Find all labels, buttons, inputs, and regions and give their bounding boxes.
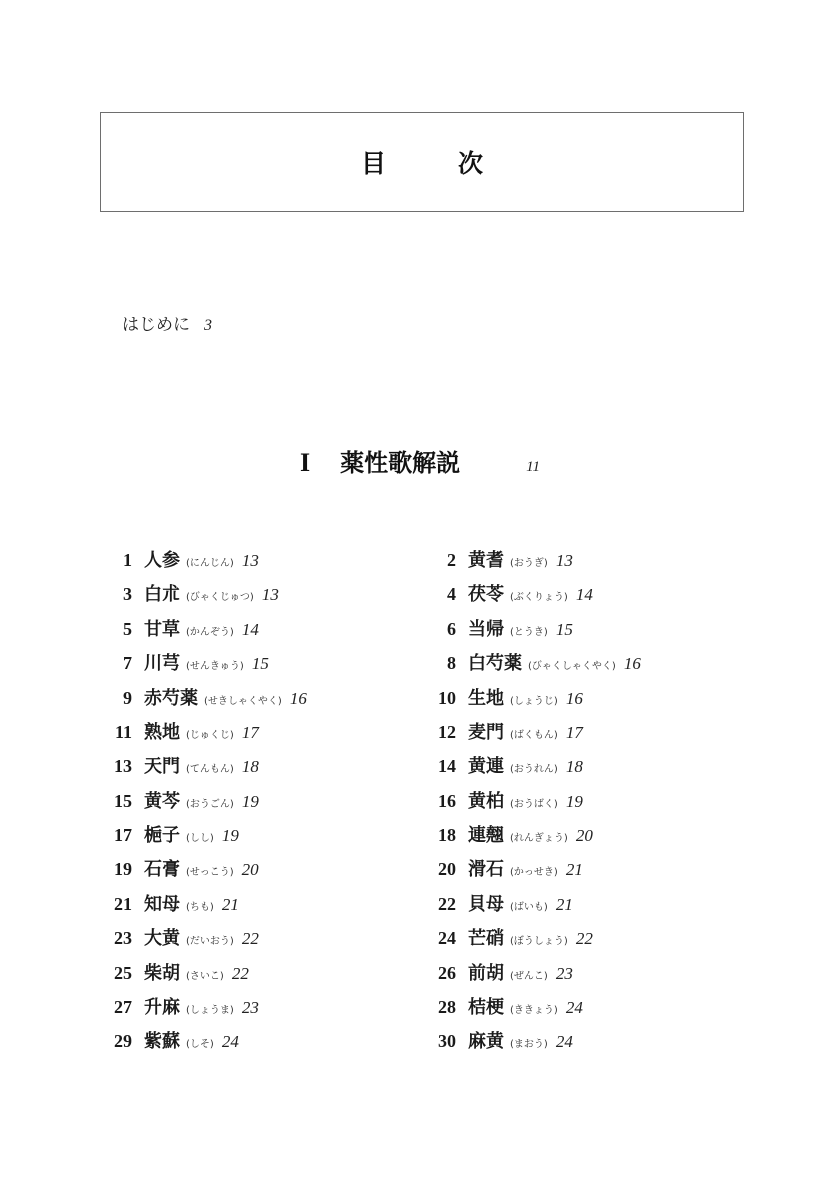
section-page-number: 11: [526, 459, 541, 475]
entry-name: 甘草: [144, 619, 180, 640]
section-title: 薬性歌解説: [340, 448, 461, 477]
entry-number: 15: [114, 791, 132, 811]
entry-reading: (ぼうしょう): [510, 936, 568, 947]
toc-entry[interactable]: [102, 615, 259, 645]
entry-name: 熟地: [144, 722, 180, 743]
entry-number: 27: [114, 997, 132, 1017]
entry-page: 17: [565, 723, 583, 742]
entry-name: 紫蘇: [144, 1031, 180, 1052]
entry-page: 18: [565, 757, 583, 776]
entry-page: 20: [241, 860, 259, 879]
entry-number: 16: [438, 791, 456, 811]
entry-name: 川芎: [144, 653, 180, 674]
entry-number: 4: [447, 584, 456, 604]
entry-number: 30: [438, 1031, 456, 1051]
toc-entry[interactable]: [426, 615, 573, 645]
entry-name: 梔子: [144, 825, 180, 846]
entry-page: 19: [565, 792, 583, 811]
entry-page: 16: [565, 689, 583, 708]
entry-reading: (しそ): [186, 1039, 214, 1050]
entry-number: 21: [114, 894, 132, 914]
entry-number: 29: [114, 1031, 132, 1051]
entry-reading: (ぶくりょう): [510, 592, 568, 603]
entry-name: 升麻: [144, 997, 180, 1018]
entry-reading: (ききょう): [510, 1005, 558, 1016]
toc-entry[interactable]: [426, 959, 573, 989]
toc-entry[interactable]: [102, 993, 259, 1023]
toc-entry[interactable]: [102, 959, 249, 989]
entry-number: 19: [114, 859, 132, 879]
toc-entry[interactable]: [426, 890, 573, 920]
entry-page: 20: [575, 826, 593, 845]
entry-name: 黄柏: [468, 791, 504, 812]
toc-entry[interactable]: [102, 890, 239, 920]
toc-entry[interactable]: [426, 546, 573, 576]
entry-reading: (かっせき): [510, 867, 558, 878]
entry-page: 13: [241, 551, 259, 570]
entry-number: 17: [114, 825, 132, 845]
entry-page: 14: [575, 585, 593, 604]
intro-page-number: 3: [204, 317, 212, 334]
entry-number: 2: [447, 550, 456, 570]
entry-reading: (しし): [186, 833, 214, 844]
entry-page: 21: [221, 895, 239, 914]
entry-page: 24: [221, 1032, 239, 1051]
entry-page: 16: [623, 654, 641, 673]
toc-title-box: [100, 112, 744, 212]
entry-number: 5: [123, 619, 132, 639]
entry-name: 麻黄: [468, 1031, 504, 1052]
entry-reading: (ばくもん): [510, 730, 558, 741]
entry-page: 21: [555, 895, 573, 914]
entry-name: 貝母: [468, 894, 504, 915]
entry-name: 桔梗: [468, 997, 504, 1018]
toc-entry[interactable]: [102, 924, 259, 954]
entry-number: 9: [123, 688, 132, 708]
entry-number: 18: [438, 825, 456, 845]
entry-reading: (せきしゃくやく): [204, 696, 282, 707]
entry-number: 1: [123, 550, 132, 570]
toc-entry[interactable]: [102, 684, 307, 714]
entry-reading: (にんじん): [186, 558, 234, 569]
entry-reading: (おうばく): [510, 799, 558, 810]
entry-name: 当帰: [468, 619, 504, 640]
entry-number: 23: [114, 928, 132, 948]
entry-number: 10: [438, 688, 456, 708]
intro-label: はじめに: [122, 315, 190, 335]
toc-entry[interactable]: [426, 649, 641, 679]
entry-reading: (おうれん): [510, 764, 558, 775]
entry-reading: (ぜんこ): [510, 971, 548, 982]
entry-number: 26: [438, 963, 456, 983]
entry-number: 3: [123, 584, 132, 604]
entry-page: 22: [241, 929, 259, 948]
entry-name: 赤芍薬: [144, 688, 198, 709]
entry-number: 25: [114, 963, 132, 983]
entry-page: 22: [231, 964, 249, 983]
entry-name: 黄連: [468, 756, 504, 777]
entry-number: 14: [438, 756, 456, 776]
toc-entry[interactable]: [426, 752, 583, 782]
toc-entry[interactable]: [102, 649, 269, 679]
entry-reading: (だいおう): [186, 936, 234, 947]
entry-reading: (せんきゅう): [186, 661, 244, 672]
toc-title-char-1: 目: [360, 149, 386, 178]
entry-number: 7: [123, 653, 132, 673]
entry-name: 人参: [144, 550, 180, 571]
entry-name: 知母: [144, 894, 180, 915]
entry-page: 15: [251, 654, 269, 673]
toc-title-char-2: 次: [458, 149, 484, 178]
entry-page: 13: [261, 585, 279, 604]
entry-reading: (せっこう): [186, 867, 234, 878]
entry-name: 白朮: [144, 584, 180, 605]
toc-entry[interactable]: [102, 752, 259, 782]
section-heading[interactable]: [300, 443, 540, 478]
toc-entry[interactable]: [426, 993, 583, 1023]
entry-name: 前胡: [468, 963, 504, 984]
entry-page: 21: [565, 860, 583, 879]
entry-name: 白芍薬: [468, 653, 522, 674]
entry-reading: (れんぎょう): [510, 833, 568, 844]
entry-name: 芒硝: [468, 928, 504, 949]
entry-page: 18: [241, 757, 259, 776]
entry-name: 石膏: [144, 859, 180, 880]
entry-reading: (びゃくしゃくやく): [528, 661, 616, 672]
entry-number: 20: [438, 859, 456, 879]
entry-number: 24: [438, 928, 456, 948]
entry-reading: (びゃくじゅつ): [186, 592, 254, 603]
entry-reading: (じゅくじ): [186, 730, 234, 741]
entry-page: 15: [555, 620, 573, 639]
toc-entry[interactable]: [102, 580, 279, 610]
toc-entry[interactable]: [426, 787, 583, 817]
entry-number: 13: [114, 756, 132, 776]
entry-reading: (しょうま): [186, 1005, 234, 1016]
entry-reading: (てんもん): [186, 764, 234, 775]
toc-entry[interactable]: [426, 718, 583, 748]
entry-name: 大黄: [144, 928, 180, 949]
entry-name: 連翹: [468, 825, 504, 846]
entry-name: 麦門: [468, 722, 504, 743]
entry-number: 12: [438, 722, 456, 742]
entry-reading: (さいこ): [186, 971, 224, 982]
entry-name: 生地: [468, 688, 504, 709]
entry-page: 14: [241, 620, 259, 639]
entry-number: 22: [438, 894, 456, 914]
toc-entry[interactable]: [102, 1027, 239, 1057]
entry-number: 8: [447, 653, 456, 673]
entry-name: 天門: [144, 756, 180, 777]
entry-reading: (しょうじ): [510, 696, 558, 707]
toc-entry[interactable]: [426, 924, 593, 954]
entry-reading: (おうごん): [186, 799, 234, 810]
entry-page: 24: [555, 1032, 573, 1051]
entry-number: 6: [447, 619, 456, 639]
entry-page: 22: [575, 929, 593, 948]
toc-entry-intro[interactable]: [122, 310, 212, 335]
toc-entry[interactable]: [102, 787, 259, 817]
toc-entry[interactable]: [426, 855, 583, 885]
toc-entry[interactable]: [102, 546, 259, 576]
entry-name: 柴胡: [144, 963, 180, 984]
toc-entry[interactable]: [426, 580, 593, 610]
entry-reading: (おうぎ): [510, 558, 548, 569]
entry-reading: (ちも): [186, 902, 214, 913]
entry-page: 24: [565, 998, 583, 1017]
entry-page: 23: [241, 998, 259, 1017]
entry-reading: (かんぞう): [186, 627, 234, 638]
toc-entry[interactable]: [426, 684, 583, 714]
entry-name: 滑石: [468, 859, 504, 880]
entry-page: 16: [289, 689, 307, 708]
entry-name: 茯苓: [468, 584, 504, 605]
toc-entry[interactable]: [102, 821, 239, 851]
entry-name: 黄芩: [144, 791, 180, 812]
entry-name: 黄耆: [468, 550, 504, 571]
entry-page: 13: [555, 551, 573, 570]
toc-entry[interactable]: [102, 718, 259, 748]
entry-number: 11: [114, 722, 132, 742]
section-number: I: [300, 448, 311, 477]
toc-entry[interactable]: [426, 821, 593, 851]
entry-page: 17: [241, 723, 259, 742]
entry-number: 28: [438, 997, 456, 1017]
entry-reading: (とうき): [510, 627, 548, 638]
toc-entry[interactable]: [102, 855, 259, 885]
toc-entry[interactable]: [426, 1027, 573, 1057]
entry-reading: (ばいも): [510, 902, 548, 913]
entry-page: 19: [221, 826, 239, 845]
entry-page: 19: [241, 792, 259, 811]
entry-reading: (まおう): [510, 1039, 548, 1050]
entry-page: 23: [555, 964, 573, 983]
